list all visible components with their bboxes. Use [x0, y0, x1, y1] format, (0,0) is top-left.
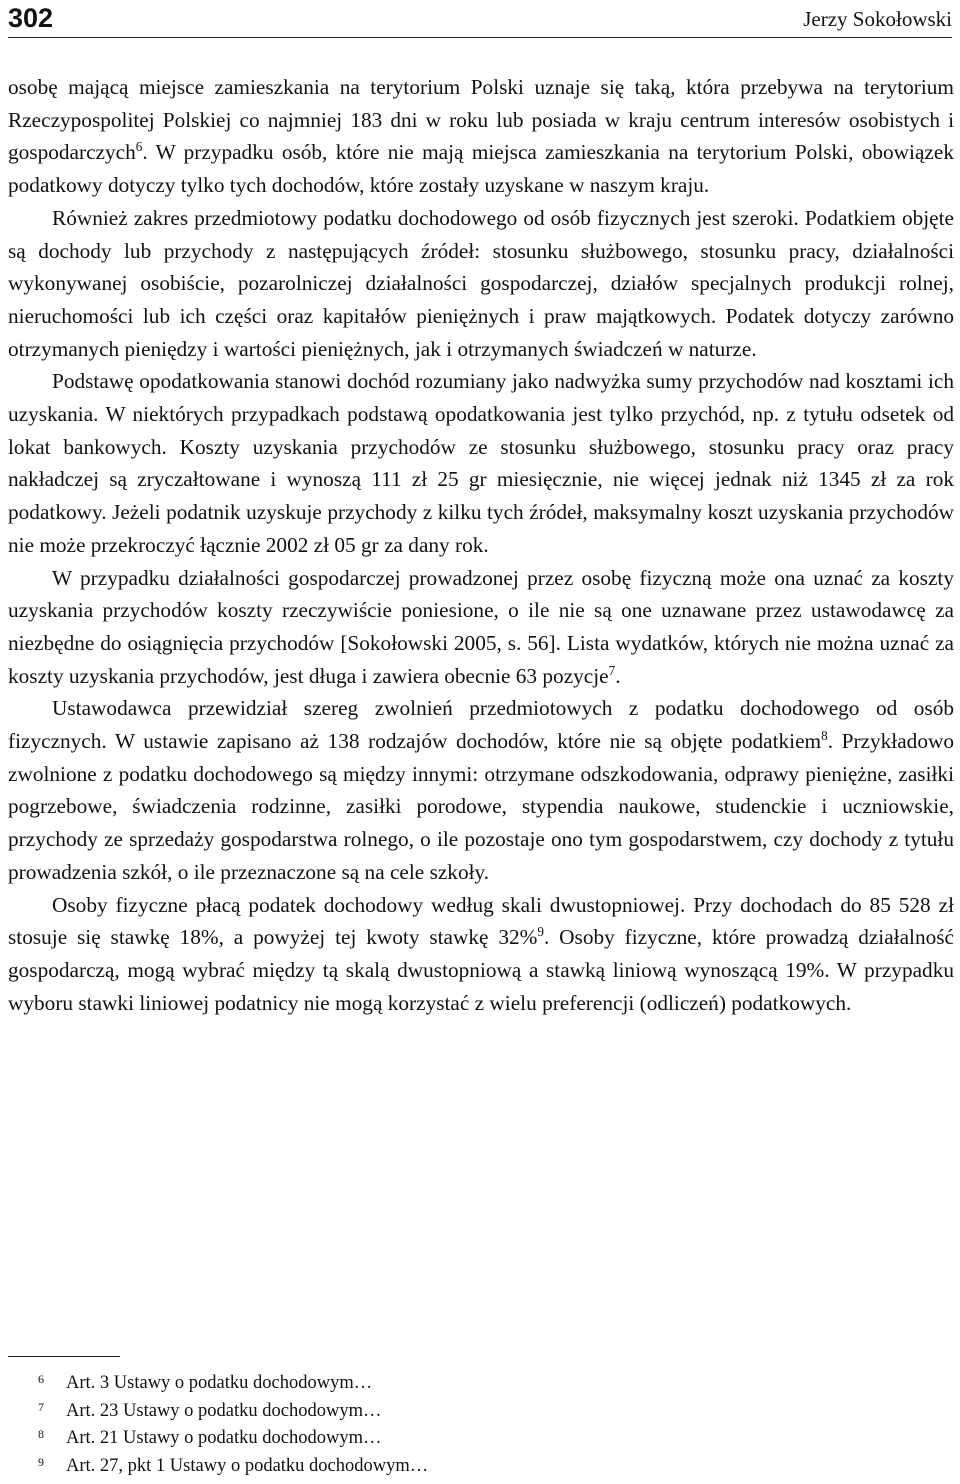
- footnote-ref[interactable]: 7: [608, 662, 616, 678]
- footnote: [8, 1425, 908, 1453]
- footnote-ref[interactable]: 6: [135, 139, 143, 155]
- paragraph: Ustawodawca przewidział szereg zwolnień przedmiotowych z podatku dochodowego od osób fizycznych. W ustawie zapisano aż 138 rodzajów dochodów, które nie są objęte podatkiem$^8$. Przykładowo zwolnione z podatku dochodowego są między innymi: otrzymane odszkodowania, odprawy pieniężne, zasiłki pogrzebowe, świadczenia rodzinne, zasiłki porodowe, stypendia naukowe, studenckie i uczniowskie, przychody ze sprzedaży gospodarstwa rolnego, o ile pozostaje ono tym gospodarstwem, czy dochody z tytułu prowadzenia szkół, o ile przeznaczone są na cele szkoły.: [8, 696, 954, 884]
- footnote-text: Art. 27, pkt 1 Ustawy o podatku dochodowym…: [66, 1455, 429, 1476]
- header-rule: [8, 37, 952, 38]
- footnote-mark: 8: [38, 1427, 44, 1441]
- footnote-text: Art. 3 Ustawy o podatku dochodowym…: [66, 1373, 373, 1393]
- footnote-mark: 7: [38, 1399, 44, 1414]
- footnote-text: Art. 23 Ustawy o podatku dochodowym…: [66, 1400, 382, 1421]
- footnote-ref[interactable]: 9: [537, 924, 544, 940]
- paragraph: Podstawę opodatkowania stanowi dochód rozumiany jako nadwyżka sumy przychodów nad kosztami ich uzyskania. W niektórych przypadkach podstawą opodatkowania jest tylko przychód, np. z tytułu odsetek od lokat bankowych. Koszty uzyskania przychodów ze stosunku służbowego, stosunku pracy oraz pracy nakładczej są zryczałtowane i wynoszą 111 zł 25 gr miesięcznie, nie więcej jednak niż 1345 zł za rok podatkowy. Jeżeli podatnik uzyskuje przychody z kilku tych źródeł, maksymalny koszt uzyskania przychodów nie może przekroczyć łącznie 2002 zł 05 gr za dany rok.: [8, 369, 954, 557]
- footnote-mark: 6: [38, 1372, 44, 1386]
- footnote: [8, 1370, 908, 1398]
- page-header: [8, 0, 952, 36]
- footnote: [8, 1398, 908, 1426]
- paragraph: Również zakres przedmiotowy podatku dochodowego od osób fizycznych jest szeroki. Podatkiem objęte są dochody lub przychody z następujących źródeł: stosunku służbowego, stosunku pracy, działalności wykonywanej osobiście, pozarolniczej działalności gospodarczej, działów specjalnych produkcji rolnej, nieruchomości lub ich części oraz kapitałów pieniężnych i praw majątkowych. Podatek dotyczy zarówno otrzymanych pieniędzy i wartości pieniężnych, jak i otrzymanych świadczeń w naturze.: [8, 205, 954, 361]
- page-number: 302: [8, 3, 54, 33]
- paragraph: Osoby fizyczne płacą podatek dochodowy według skali dwustopniowej. Przy dochodach do 85 528 zł stosuje się stawkę 18%, a powyżej tej kwoty stawkę 32%$^9$. Osoby fizyczne, które prowadzą działalność gospodarczą, mogą wybrać między tą skalą dwustopniową a stawką liniową wynoszącą 19%. W przypadku wyboru stawki liniowej podatnicy nie mogą korzystać z wielu preferencji (odliczeń) podatkowych.: [8, 892, 955, 1015]
- footnote-separator: [8, 1356, 120, 1357]
- footnote-text: Art. 21 Ustawy o podatku dochodowym…: [66, 1428, 382, 1448]
- paragraph: W przypadku działalności gospodarczej prowadzonej przez osobę fizyczną może ona uznać za koszty uzyskania przychodów koszty rzeczywiście poniesione, o ile nie są one uznawane przez ustawodawcę za niezbędne do osiągnięcia przychodów [Sokołowski 2005, s. 56]. Lista wydatków, których nie można uznać za koszty uzyskania przychodów, jest długa i zawiera obecnie 63 pozycje$^7$.: [8, 565, 954, 688]
- paragraph: osobę mającą miejsce zamieszkania na terytorium Polski uznaje się taką, która przebywa na terytorium Rzeczypospolitej Polskiej co najmniej 183 dni w roku lub posiada w kraju centrum interesów osobistych i gospodarczych$^6$. W przypadku osób, które nie mają miejsca zamieszkania na terytorium Polski, obowiązek podatkowy dotyczy tylko tych dochodów, które zostały uzyskane w naszym kraju.: [8, 75, 954, 198]
- running-head-author: Jerzy Sokołowski: [803, 7, 952, 31]
- body-text: [8, 71, 954, 1019]
- footnote-mark: 9: [38, 1454, 44, 1469]
- footnotes: [8, 1370, 908, 1480]
- footnote-ref[interactable]: 8: [821, 727, 828, 743]
- footnote: [8, 1453, 908, 1481]
